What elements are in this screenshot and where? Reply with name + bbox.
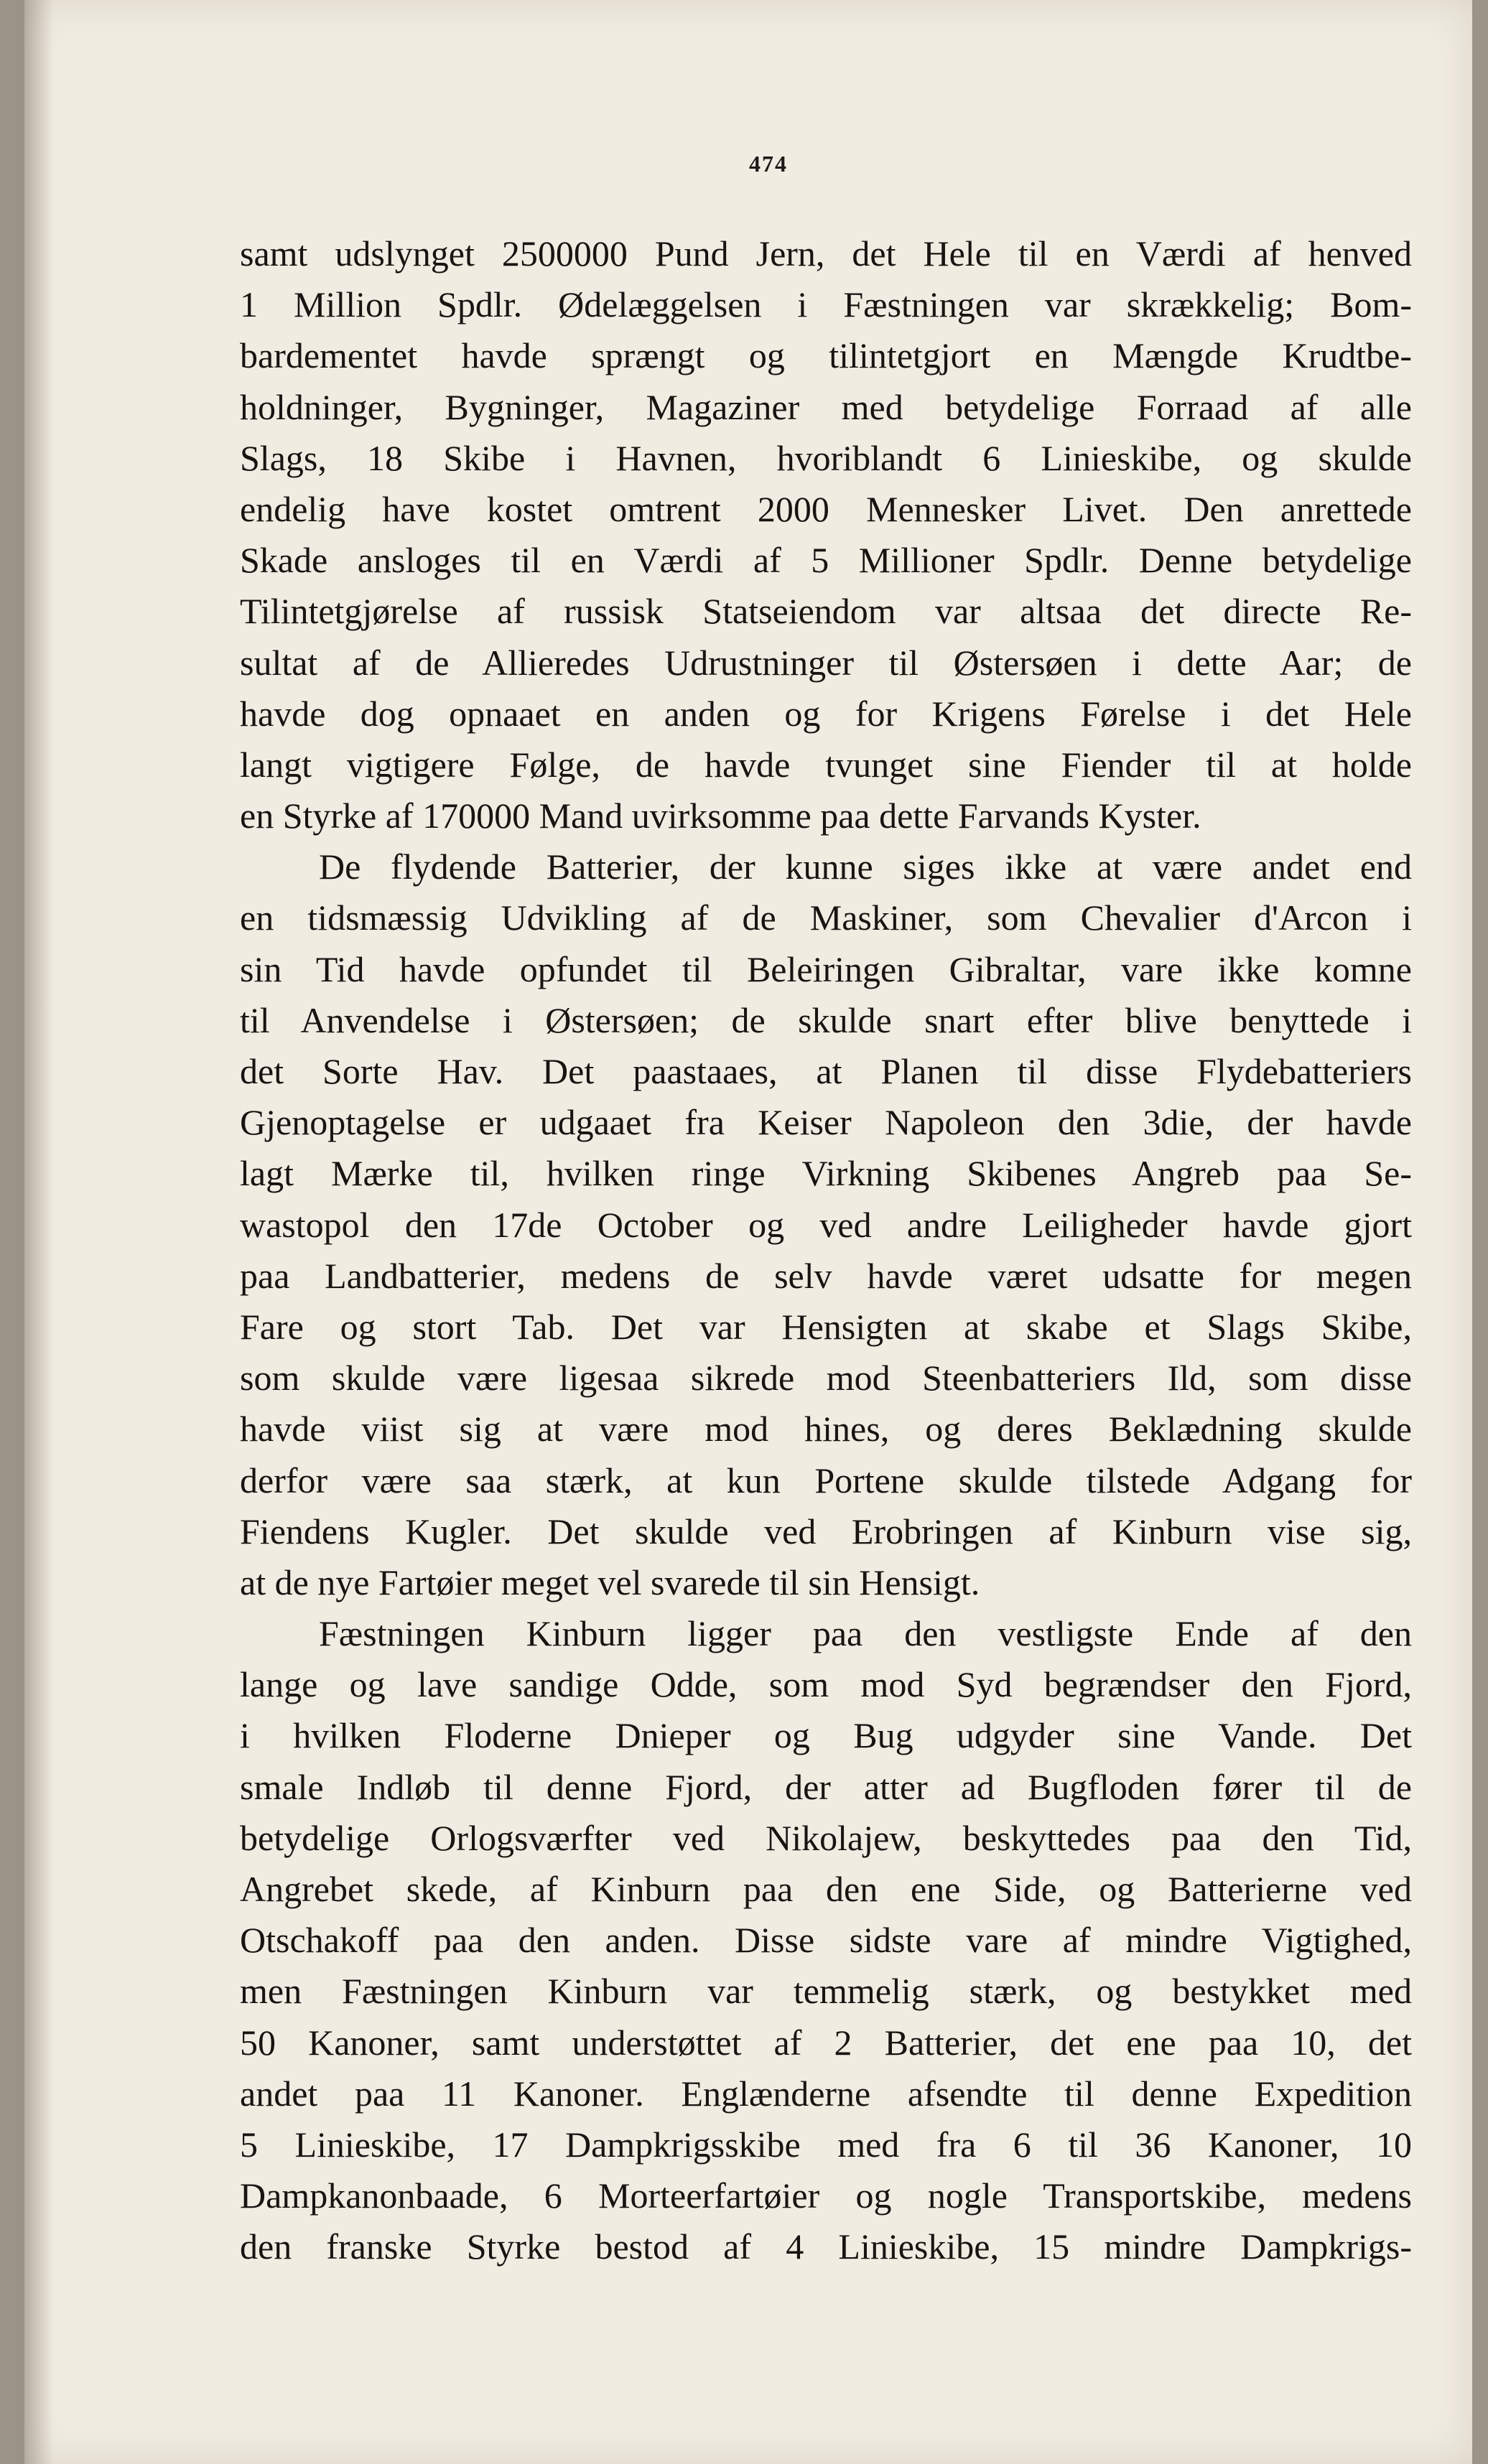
text-line: De flydende Batterier, der kunne siges ikke at være andet end: [319, 846, 1412, 887]
text-line: havde viist sig at være mod hines, og deres Beklædning skulde: [240, 1409, 1412, 1450]
page-number: 474: [749, 151, 788, 177]
text-line: det Sorte Hav. Det paastaaes, at Planen til disse Flydebatteriers: [240, 1051, 1412, 1091]
text-line: andet paa 11 Kanoner. Englænderne afsendte til denne Expedition: [240, 2073, 1412, 2114]
text-line: holdninger, Bygninger, Magaziner med betydelige Forraad af alle: [240, 386, 1412, 427]
text-line: derfor være saa stærk, at kun Portene skulde tilstede Adgang for: [240, 1460, 1412, 1501]
text-line: Skade ansloges til en Værdi af 5 Millioner Spdlr. Denne betydelige: [240, 540, 1412, 581]
text-line: men Fæstningen Kinburn var temmelig stærk, og bestykket med: [240, 1971, 1412, 2012]
text-line: Gjenoptagelse er udgaaet fra Keiser Napoleon den 3die, der havde: [240, 1102, 1412, 1143]
text-line: 5 Linieskibe, 17 Dampkrigsskibe med fra 6 til 36 Kanoner, 10: [240, 2124, 1412, 2165]
text-line: at de nye Fartøier meget vel svarede til sin Hensigt.: [240, 1562, 980, 1602]
text-line: lange og lave sandige Odde, som mod Syd begrændser den Fjord,: [240, 1664, 1412, 1705]
book-page: [24, 0, 1472, 2464]
text-line: samt udslynget 2500000 Pund Jern, det Hele til en Værdi af henved: [240, 233, 1412, 274]
text-line: til Anvendelse i Østersøen; de skulde snart efter blive benyttede i: [240, 999, 1412, 1040]
text-line: Fæstningen Kinburn ligger paa den vestligste Ende af den: [319, 1613, 1412, 1654]
text-line: endelig have kostet omtrent 2000 Mennesker Livet. Den anrettede: [240, 488, 1412, 529]
text-line: smale Indløb til denne Fjord, der atter ad Bugfloden fører til de: [240, 1766, 1412, 1807]
text-line: Slags, 18 Skibe i Havnen, hvoriblandt 6 Linieskibe, og skulde: [240, 437, 1412, 478]
text-line: bardementet havde sprængt og tilintetgjort en Mængde Krudtbe-: [240, 335, 1412, 376]
text-line: havde dog opnaaet en anden og for Krigens Førelse i det Hele: [240, 693, 1412, 734]
text-line: paa Landbatterier, medens de selv havde været udsatte for megen: [240, 1255, 1412, 1296]
text-line: 1 Million Spdlr. Ødelæggelsen i Fæstningen var skrækkelig; Bom-: [240, 284, 1412, 325]
text-line: en tidsmæssig Udvikling af de Maskiner, som Chevalier d'Arcon i: [240, 897, 1412, 938]
text-line: en Styrke af 170000 Mand uvirksomme paa dette Farvands Kyster.: [240, 795, 1201, 836]
text-line: Tilintetgjørelse af russisk Statseiendom var altsaa det directe Re-: [240, 591, 1412, 632]
text-line: i hvilken Floderne Dnieper og Bug udgyder sine Vande. Det: [240, 1715, 1412, 1756]
body-text: [240, 228, 1412, 2273]
text-line: lagt Mærke til, hvilken ringe Virkning Skibenes Angreb paa Se-: [240, 1153, 1412, 1194]
text-line: Dampkanonbaade, 6 Morteerfartøier og nogle Transportskibe, medens: [240, 2175, 1412, 2216]
text-line: Fiendens Kugler. Det skulde ved Erobringen af Kinburn vise sig,: [240, 1511, 1412, 1551]
text-line: wastopol den 17de October og ved andre Leiligheder havde gjort: [240, 1204, 1412, 1245]
text-line: Otschakoff paa den anden. Disse sidste vare af mindre Vigtighed,: [240, 1920, 1412, 1961]
text-line: den franske Styrke bestod af 4 Linieskibe, 15 mindre Dampkrigs-: [240, 2226, 1412, 2267]
text-line: betydelige Orlogsværfter ved Nikolajew, beskyttedes paa den Tid,: [240, 1817, 1412, 1858]
text-line: Angrebet skede, af Kinburn paa den ene Side, og Batterierne ved: [240, 1869, 1412, 1909]
text-line: 50 Kanoner, samt understøttet af 2 Batterier, det ene paa 10, det: [240, 2022, 1412, 2063]
text-line: Fare og stort Tab. Det var Hensigten at skabe et Slags Skibe,: [240, 1306, 1412, 1347]
text-line: sin Tid havde opfundet til Beleiringen Gibraltar, vare ikke komne: [240, 948, 1412, 989]
text-line: som skulde være ligesaa sikrede mod Steenbatteriers Ild, som disse: [240, 1358, 1412, 1399]
text-line: langt vigtigere Følge, de havde tvunget sine Fiender til at holde: [240, 744, 1412, 785]
text-line: sultat af de Allieredes Udrustninger til Østersøen i dette Aar; de: [240, 642, 1412, 683]
